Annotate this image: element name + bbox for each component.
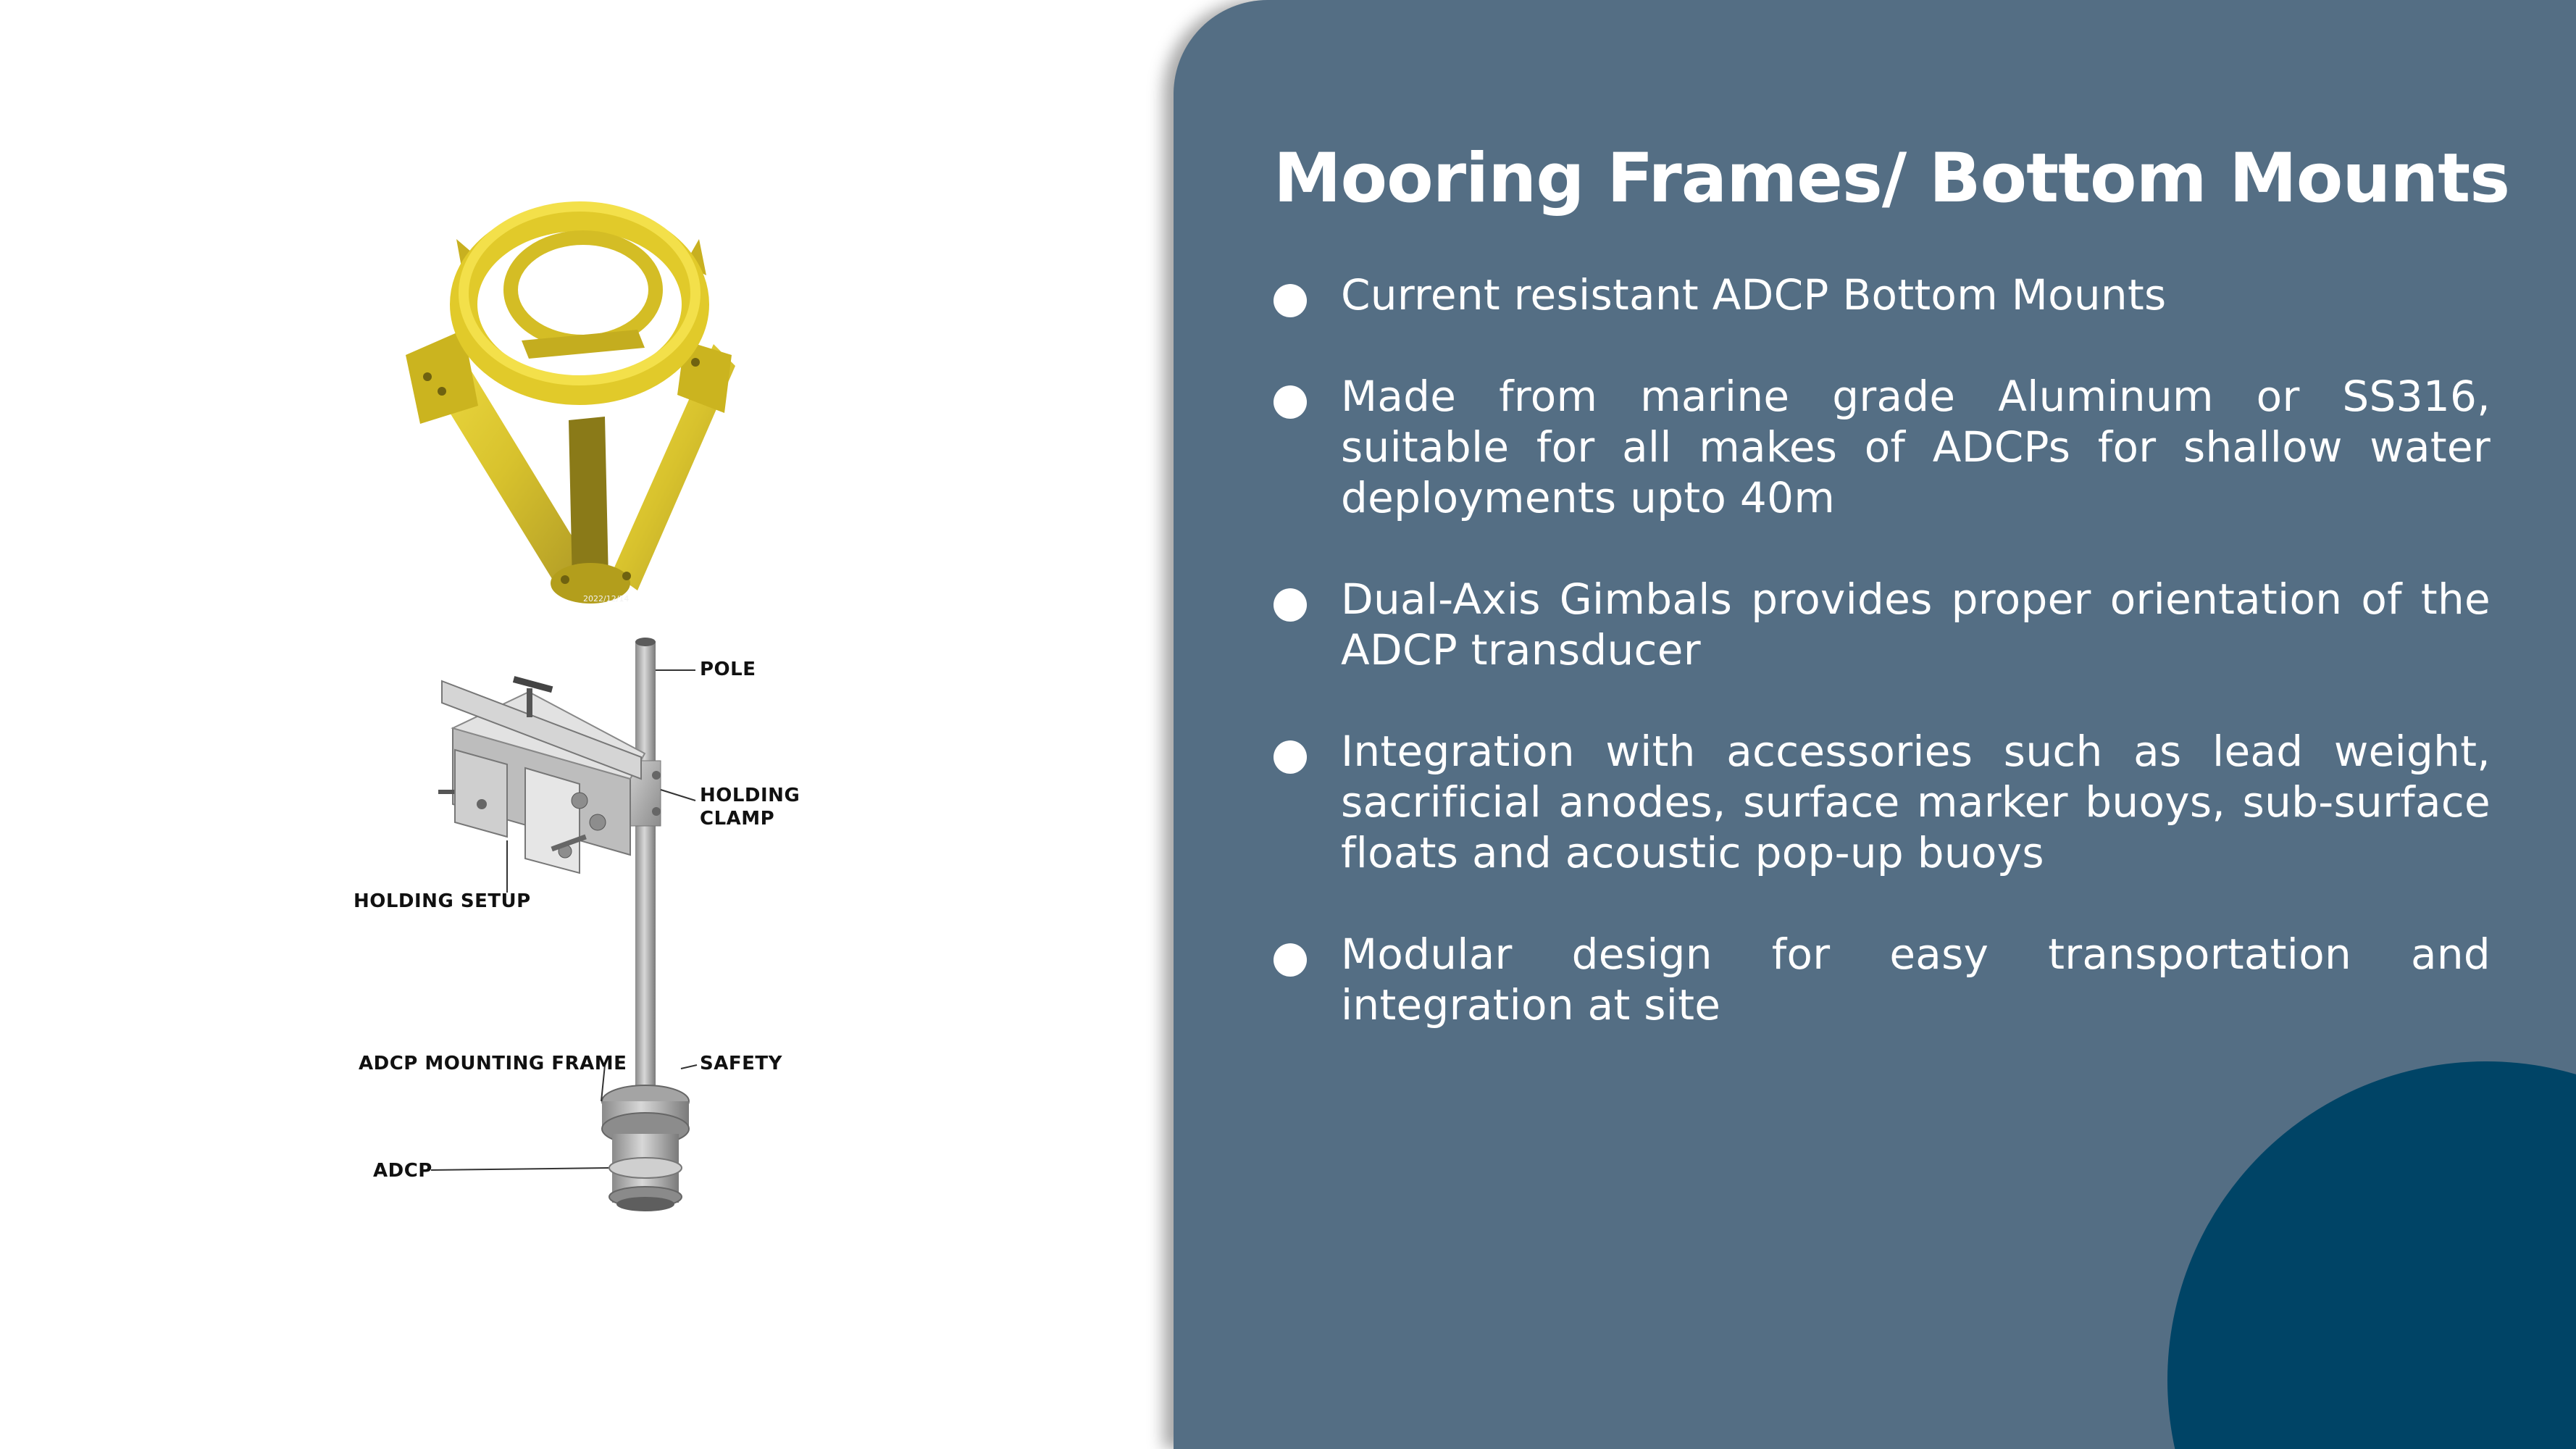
bullet-dot-icon <box>1274 943 1307 977</box>
bullet-item <box>1274 726 2491 878</box>
bullet-item <box>1274 929 2491 1030</box>
bullet-text: Current resistant ADCP Bottom Mounts <box>1341 270 2167 320</box>
label-adcp: ADCP <box>373 1160 432 1182</box>
illustration-area <box>0 0 1174 1449</box>
label-holding-clamp: HOLDING CLAMP <box>700 785 800 830</box>
pole-mount-assembly-image <box>431 638 697 1211</box>
bullet-dot-icon <box>1274 588 1307 622</box>
bullet-text: Modular design for easy transportation and integration at site <box>1341 930 2491 1030</box>
bullet-dot-icon <box>1274 740 1307 774</box>
label-adcp-mounting-frame: ADCP MOUNTING FRAME <box>359 1053 627 1074</box>
bullet-list <box>1274 270 2491 1081</box>
bullet-text: Dual-Axis Gimbals provides proper orientation of the ADCP transducer <box>1341 575 2491 675</box>
label-safety: SAFETY <box>700 1053 782 1074</box>
bullet-dot-icon <box>1274 385 1307 419</box>
slide-title: Mooring Frames/ Bottom Mounts <box>1274 139 2510 218</box>
bullet-dot-icon <box>1274 284 1307 317</box>
product-illustrations <box>0 0 1174 1449</box>
bullet-text: Integration with accessories such as lead weight, sacrificial anodes, surface marker buoys, sub-surface floats and acoustic pop-up buoys <box>1341 727 2491 877</box>
content-panel <box>1174 0 2576 1449</box>
label-holding-setup: HOLDING SETUP <box>354 890 531 912</box>
bullet-item <box>1274 574 2491 675</box>
yellow-mooring-frame-image <box>406 206 735 604</box>
decorative-circle <box>2167 1061 2576 1449</box>
image-timestamp-watermark: 2022/12/14 <box>583 594 630 604</box>
label-pole: POLE <box>700 659 756 680</box>
bullet-item <box>1274 371 2491 523</box>
bullet-item <box>1274 270 2491 320</box>
bullet-text: Made from marine grade Aluminum or SS316, suitable for all makes of ADCPs for shallow water deployments upto 40m <box>1341 372 2491 522</box>
